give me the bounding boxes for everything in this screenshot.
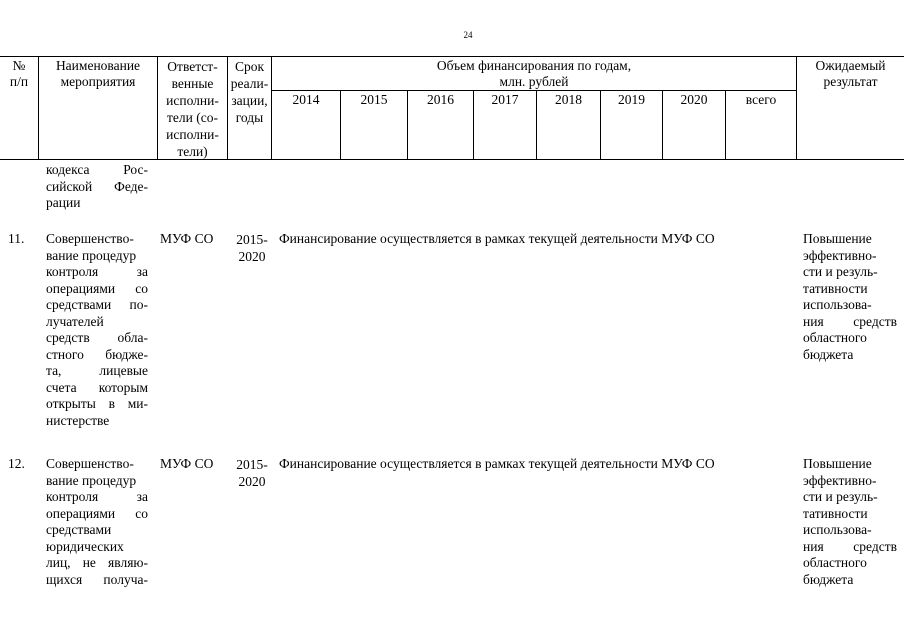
measure-name	[46, 456, 148, 588]
table-header	[0, 56, 904, 160]
text-line: нистерстве	[46, 412, 110, 428]
header-text: реали-	[230, 76, 269, 91]
text-line: 2015-	[236, 232, 268, 247]
text-line: ния средств	[803, 313, 897, 329]
text-line: та, лицевые	[46, 363, 148, 378]
header-year: 2018	[555, 92, 582, 107]
text-line: средств обла-	[46, 330, 148, 345]
text-line: Повышение	[803, 456, 872, 471]
header-total: всего	[745, 92, 777, 107]
header-year: 2016	[427, 92, 454, 107]
text-line: 2020	[238, 249, 266, 264]
responsible: МУФ СО	[160, 231, 214, 246]
row-number: 11.	[8, 231, 25, 246]
page-number: 24	[463, 30, 473, 40]
text-line: использова-	[803, 522, 872, 537]
text-line: 2020	[238, 474, 266, 489]
header-text: тели)	[177, 144, 208, 159]
text-line: эффективно-	[803, 247, 877, 263]
financing-note: Финансирование осуществляется в рамках текущей деятельности МУФ СО	[279, 231, 715, 246]
years-row-border	[272, 90, 796, 91]
header-text: тели (со-	[167, 110, 218, 125]
header-text: Ответст-	[167, 59, 218, 74]
text-line: вание процедур	[46, 472, 137, 488]
text-line: бюджета	[803, 571, 854, 587]
text-line: юридических	[46, 538, 124, 554]
text-line: контроля за	[46, 489, 148, 504]
text-line: вание процедур	[46, 247, 137, 263]
text-line: Совершенство-	[46, 456, 134, 471]
continuation-name	[46, 162, 148, 212]
header-text: исполни-	[166, 93, 219, 108]
header-text: Наименование	[55, 58, 141, 73]
header-num	[0, 58, 38, 90]
header-year: 2019	[618, 92, 645, 107]
term	[232, 456, 272, 490]
header-result	[797, 58, 904, 90]
text-line: контроля за	[46, 264, 148, 279]
text-line: тативности	[803, 280, 868, 296]
header-text: венные	[171, 76, 214, 91]
header-text: Срок	[234, 59, 265, 74]
header-bottom-border	[0, 159, 904, 160]
header-top-border	[0, 56, 904, 57]
text-line: средствами	[46, 522, 112, 537]
text-line: Повышение	[803, 231, 872, 246]
header-funding	[272, 58, 796, 90]
text-line: Совершенство-	[46, 231, 134, 246]
text-line: тативности	[803, 505, 868, 521]
term	[232, 231, 272, 265]
text-line: средствами по-	[46, 297, 148, 312]
text-line: эффективно-	[803, 472, 877, 488]
text-line: 2015-	[236, 457, 268, 472]
text-line: областного	[803, 555, 867, 570]
expected-result	[803, 231, 897, 363]
header-term	[228, 58, 271, 126]
financing-note: Финансирование осуществляется в рамках текущей деятельности МУФ СО	[279, 456, 715, 471]
text-line: операциями со	[46, 505, 148, 521]
text-line: бюджета	[803, 346, 854, 362]
text-line: лучателей	[46, 313, 104, 329]
text-line: областного	[803, 330, 867, 345]
text-line: открыты в ми-	[46, 396, 148, 411]
header-text: исполни-	[166, 127, 219, 142]
expected-result	[803, 456, 897, 588]
responsible: МУФ СО	[160, 456, 214, 471]
header-year: 2014	[292, 92, 320, 107]
text-line: операциями со	[46, 280, 148, 296]
header-text: зации,	[231, 93, 268, 108]
header-text: Ожидаемый	[815, 58, 886, 73]
header-year: 2015	[360, 92, 388, 107]
text-line: счета которым	[46, 379, 148, 395]
text-line: рации	[46, 195, 81, 210]
header-text: результат	[823, 74, 878, 89]
header-text: №	[12, 58, 26, 73]
text-line: сийской Феде-	[46, 178, 148, 194]
header-year: 2020	[680, 92, 708, 107]
header-text: мероприятия	[60, 74, 136, 89]
header-name	[39, 58, 157, 90]
header-text: годы	[235, 110, 264, 125]
measure-name	[46, 231, 148, 429]
header-text: млн. рублей	[499, 74, 569, 89]
text-line: щихся получа-	[46, 571, 148, 587]
text-line: сти и резуль-	[803, 264, 878, 279]
text-line: лиц, не являю-	[46, 555, 148, 570]
text-line: ния средств	[803, 538, 897, 554]
text-line: использова-	[803, 297, 872, 312]
header-text: Объем финансирования по годам,	[436, 58, 632, 73]
text-line: стного бюдже-	[46, 346, 148, 362]
row-number: 12.	[8, 456, 25, 471]
text-line: кодекса Рос-	[46, 162, 148, 177]
header-text: п/п	[9, 74, 29, 89]
header-year: 2017	[491, 92, 519, 107]
text-line: сти и резуль-	[803, 489, 878, 504]
header-responsible	[158, 58, 227, 160]
